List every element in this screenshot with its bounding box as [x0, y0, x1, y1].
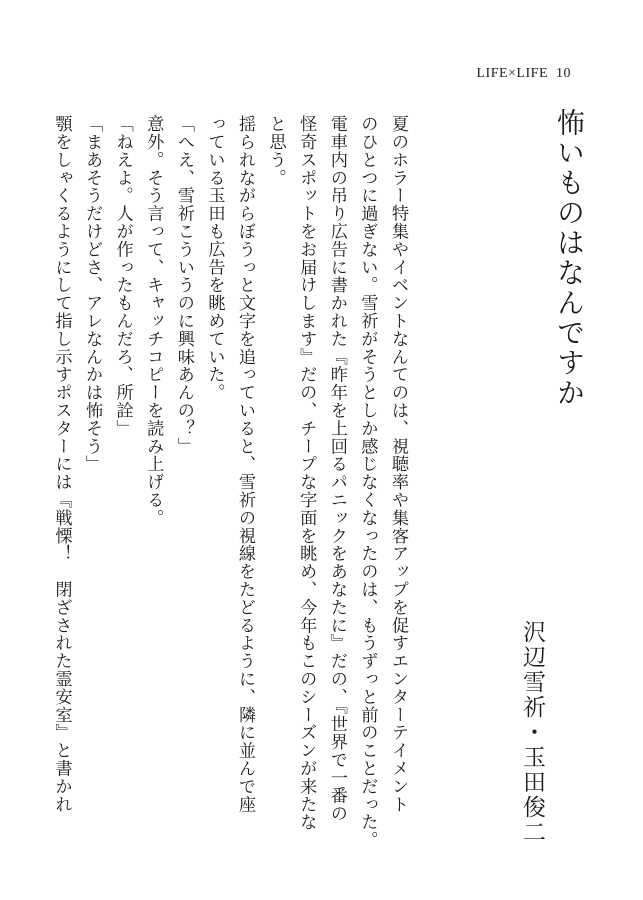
- body-line: 意外。そう言って、キャッチコピーを読み上げる。: [143, 115, 164, 527]
- body-line: 「へえ、雪祈こういうのに興味あんの？」: [173, 115, 194, 456]
- body-line: 「ねえよ。人が作ったもんだろ、所詮」: [112, 115, 133, 438]
- body-line: 夏のホラー特集やイベントなんてのは、視聴率や集客アップを促すエンターテイメント: [388, 115, 408, 814]
- page-number: 10: [556, 66, 571, 81]
- body-line: 怪奇スポットをお届けします』だの、チープな字面を眺め、今年もこのシーズンが来たな: [296, 115, 317, 831]
- body-line: 電車内の吊り広告に書かれた『昨年を上回るパニックをあなたに』だの、『世界で一番の: [326, 115, 347, 823]
- body-line: っている玉田も広告を眺めていた。: [204, 115, 225, 402]
- body-line: 揺られながらぼうっと文字を追っていると、雪祈の視線をたどるように、隣に並んで座: [235, 115, 256, 814]
- running-header: [477, 66, 572, 82]
- story-title: 怖いものはなんですか: [553, 108, 586, 408]
- author-names: 沢辺雪祈・玉田俊二: [519, 620, 545, 845]
- body-text: [46, 115, 413, 849]
- running-title: LIFE×LIFE: [476, 66, 548, 81]
- body-line: 「まあそうだけどさ、アレなんかは怖そう」: [82, 115, 103, 473]
- body-line: のひとつに過ぎない。雪祈がそうとしか感じなくなったのは、もうずっと前のことだった。: [357, 115, 378, 849]
- body-line: と思う。: [265, 115, 286, 187]
- body-line: 顎をしゃくるようにして指し示すポスターには『戦慄！ 閉ざされた霊安室』と書かれ: [51, 115, 72, 814]
